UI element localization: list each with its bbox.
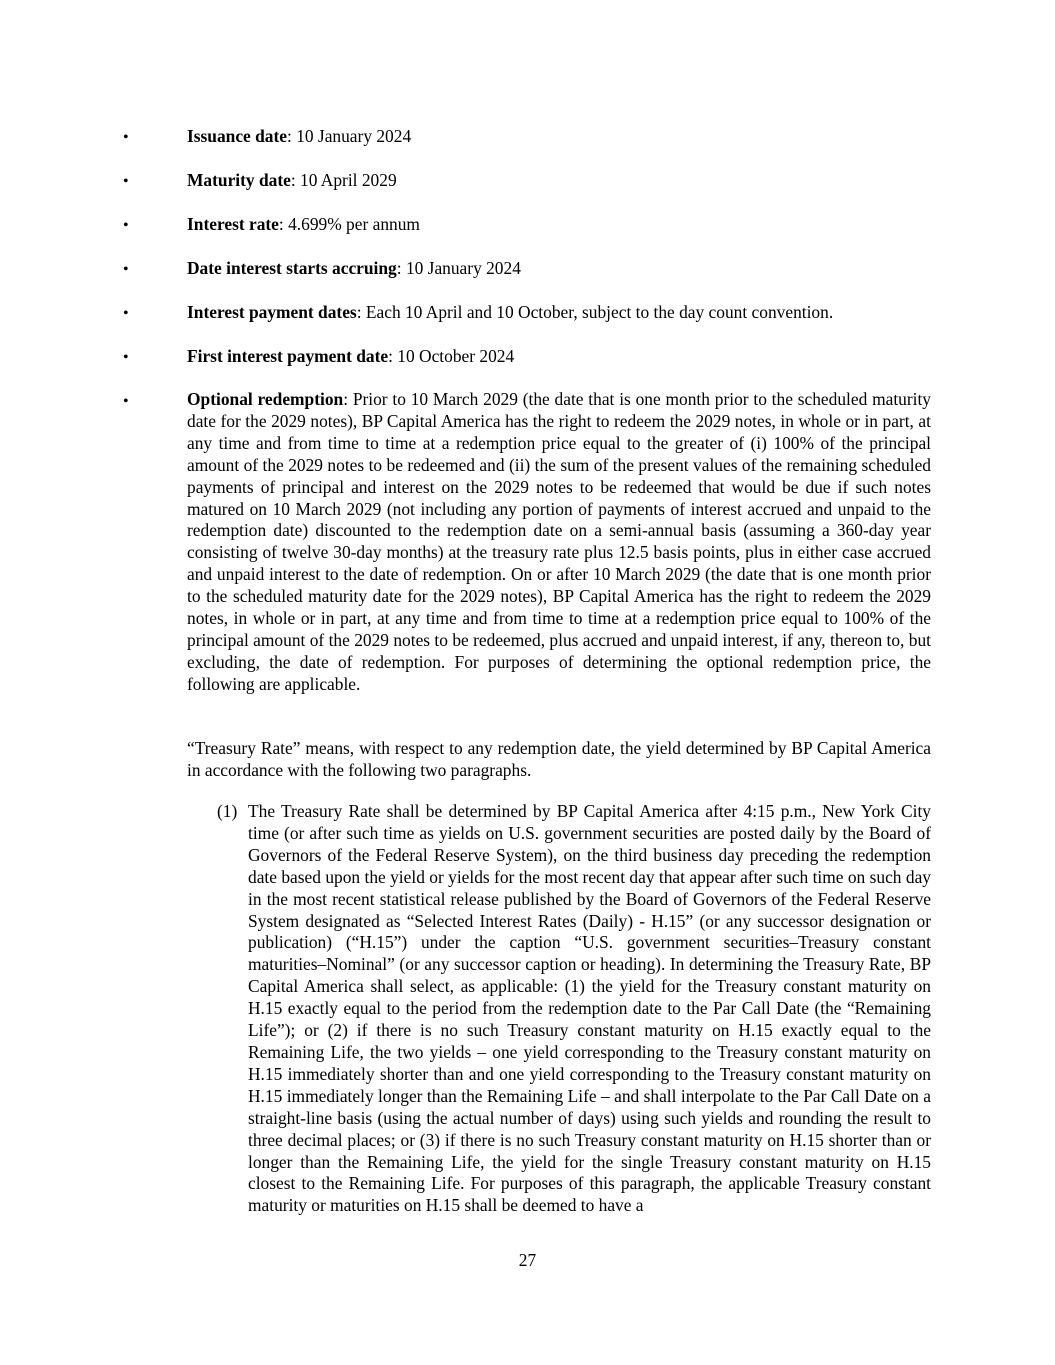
bullet-text (187, 345, 932, 367)
bullet-symbol: • (123, 349, 129, 366)
bullet-text (187, 301, 932, 323)
optional-redemption-paragraph (187, 389, 931, 696)
term-label: Date interest starts accruing (187, 258, 397, 278)
bullet-text (187, 125, 932, 147)
bullet-symbol: • (123, 173, 129, 190)
term-value: : 10 October 2024 (388, 346, 515, 366)
bullet-symbol: • (123, 393, 129, 410)
optional-redemption-text: : Prior to 10 March 2029 (the date that is one month prior to the scheduled maturity date for the 2029 notes), BP Capital America has the right to redeem the 2029 notes, in whole or in part, at any time and from time to time at a redemption price equal to the greater of (i) 100% of the principal amount of the 2029 notes to be redeemed and (ii) the sum of the present values of the remaining scheduled payments of principal and interest on the 2029 notes to be redeemed that would be due if such notes matured on 10 March 2029 (not including any portion of payments of interest accrued and unpaid to the redemption date) discounted to the redemption date on a semi-annual basis (assuming a 360-day year consisting of twelve 30-day months) at the treasury rate plus 12.5 basis points, plus in either case accrued and unpaid interest to the date of redemption. On or after 10 March 2029 (the date that is one month prior to the scheduled maturity date for the 2029 notes), BP Capital America has the right to redeem the 2029 notes, in whole or in part, at any time and from time to time at a redemption price equal to 100% of the principal amount of the 2029 notes to be redeemed, plus accrued and unpaid interest, if any, thereon to, but excluding, the date of redemption. For purposes of determining the optional redemption price, the following are applicable. (187, 389, 931, 694)
bullet-symbol: • (123, 261, 129, 278)
term-label: Maturity date (187, 170, 291, 190)
paragraph-text: The Treasury Rate shall be determined by BP Capital America after 4:15 p.m., New York City time (or after such time as yields on U.S. government securities are posted daily by the Board of Governors of the Federal Reserve System), on the third business day preceding the redemption date based upon the yield or yields for the most recent day that appear after such time on such day in the most recent statistical release published by the Board of Governors of the Federal Reserve System designated as “Selected Interest Rates (Daily) - H.15” (or any successor designation or publication) (“H.15”) under the caption “U.S. government securities–Treasury constant maturities–Nominal” (or any successor caption or heading). In determining the Treasury Rate, BP Capital America shall select, as applicable: (1) the yield for the Treasury constant maturity on H.15 exactly equal to the period from the redemption date to the Par Call Date (the “Remaining Life”); or (2) if there is no such Treasury constant maturity on H.15 exactly equal to the Remaining Life, the two yields – one yield corresponding to the Treasury constant maturity on H.15 immediately shorter than and one yield corresponding to the Treasury constant maturity on H.15 immediately longer than the Remaining Life – and shall interpolate to the Par Call Date on a straight-line basis (using the actual number of days) using such yields and rounding the result to three decimal places; or (3) if there is no such Treasury constant maturity on H.15 shorter than or longer than the Remaining Life, the yield for the single Treasury constant maturity on H.15 closest to the Remaining Life. For purposes of this paragraph, the applicable Treasury constant maturity or maturities on H.15 shall be deemed to have a (248, 801, 931, 1216)
bullet-text (187, 257, 932, 279)
term-label: Optional redemption (187, 389, 344, 409)
term-value: : 10 January 2024 (287, 126, 412, 146)
term-label: First interest payment date (187, 346, 389, 366)
term-value: : Each 10 April and 10 October, subject to the day count convention. (356, 302, 834, 322)
bullet-interest-rate (0, 213, 1055, 257)
paragraph-number: (1) (217, 801, 238, 821)
bullet-symbol: • (123, 129, 129, 146)
bullet-interest-accrual-date (0, 257, 1055, 301)
term-label: Issuance date (187, 126, 288, 146)
treasury-rate-definition: “Treasury Rate” means, with respect to any redemption date, the yield determined by BP Capital America in accordance with the following two paragraphs. (187, 738, 931, 780)
terms-bullet-list (0, 125, 1055, 389)
bullet-symbol: • (123, 217, 129, 234)
bullet-first-interest-payment-date (0, 345, 1055, 389)
bullet-text (187, 213, 932, 235)
bullet-text (187, 169, 932, 191)
bullet-issuance-date (0, 125, 1055, 169)
term-label: Interest rate (187, 214, 279, 234)
term-value: : 10 April 2029 (290, 170, 397, 190)
bullet-interest-payment-dates (0, 301, 1055, 345)
term-value: : 4.699% per annum (278, 214, 420, 234)
term-value: : 10 January 2024 (396, 258, 521, 278)
page-number: 27 (518, 1250, 537, 1270)
term-label: Interest payment dates (187, 302, 357, 322)
bullet-symbol: • (123, 305, 129, 322)
bullet-maturity-date (0, 169, 1055, 213)
